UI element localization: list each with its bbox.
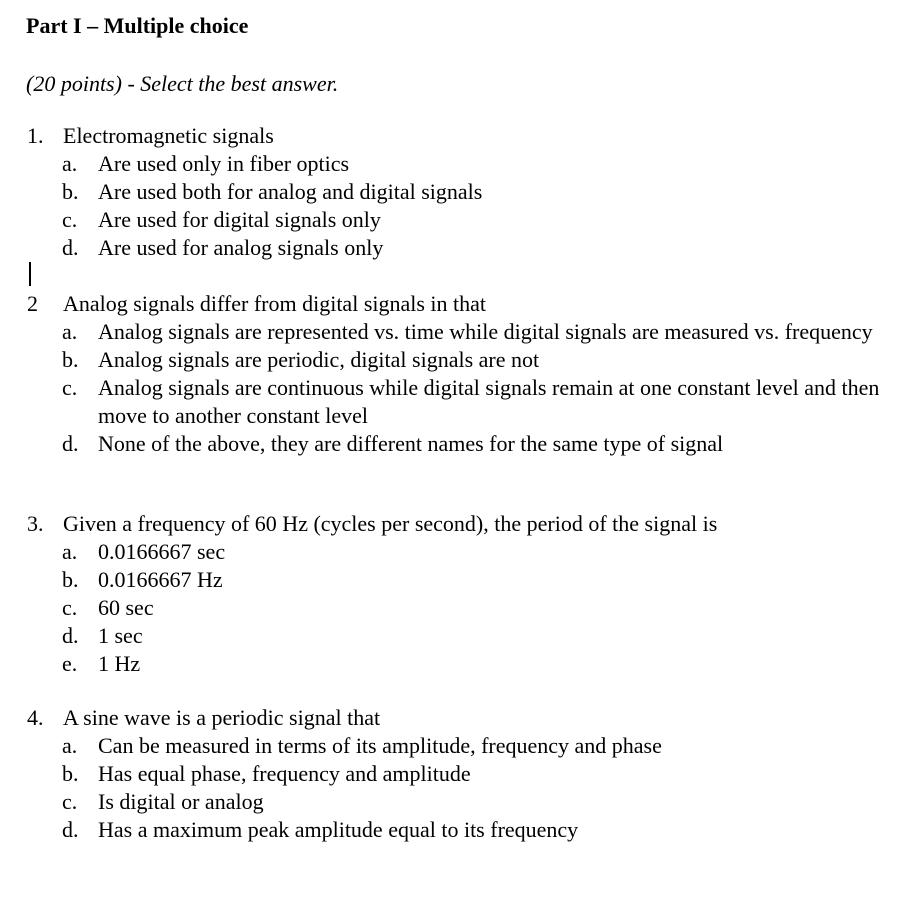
option-text: 1 sec	[98, 623, 143, 648]
option-text: Are used for analog signals only	[98, 235, 384, 260]
option-text: Has a maximum peak amplitude equal to its frequency	[98, 817, 579, 842]
question-stem	[0, 290, 912, 318]
question-stem	[0, 122, 912, 150]
option-text: Are used for digital signals only	[98, 207, 381, 232]
answer-option-c	[0, 594, 912, 622]
option-text: Has equal phase, frequency and amplitude	[98, 761, 471, 786]
option-letter: b.	[62, 761, 79, 786]
option-text: None of the above, they are different names for the same type of signal	[98, 431, 724, 456]
question-number: 2	[27, 291, 38, 316]
answer-option-a	[0, 150, 912, 178]
answer-option-d	[0, 622, 912, 650]
option-letter: a.	[62, 319, 78, 344]
option-letter: d.	[62, 817, 79, 842]
option-letter: d.	[62, 431, 79, 456]
answer-option-b	[0, 760, 912, 788]
answer-option-b	[0, 346, 912, 374]
option-text: 0.0166667 sec	[98, 539, 226, 564]
question-1	[0, 122, 912, 262]
option-text: 0.0166667 Hz	[98, 567, 223, 592]
question-number: 1.	[27, 123, 44, 148]
text-cursor	[29, 262, 31, 286]
option-letter: a.	[62, 733, 78, 758]
option-letter: b.	[62, 567, 79, 592]
option-letter: d.	[62, 623, 79, 648]
answer-option-e	[0, 650, 912, 678]
option-text: Is digital or analog	[98, 789, 264, 814]
section-instructions: (20 points) - Select the best answer.	[26, 71, 339, 96]
question-stem	[0, 704, 912, 732]
option-letter: d.	[62, 235, 79, 260]
option-text: Are used both for analog and digital signals	[98, 179, 483, 204]
answer-option-d	[0, 430, 912, 458]
option-letter: a.	[62, 151, 78, 176]
answer-option-a	[0, 538, 912, 566]
question-4	[0, 704, 912, 844]
question-number: 4.	[27, 705, 44, 730]
question-text: Analog signals differ from digital signals in that	[63, 291, 487, 316]
option-text: Are used only in fiber optics	[98, 151, 350, 176]
question-3	[0, 510, 912, 678]
question-stem	[0, 510, 912, 538]
question-2	[0, 290, 912, 458]
answer-option-a	[0, 732, 912, 760]
answer-option-d	[0, 816, 912, 844]
option-text: Can be measured in terms of its amplitude, frequency and phase	[98, 733, 662, 758]
option-letter: b.	[62, 347, 79, 372]
option-text: 1 Hz	[98, 651, 141, 676]
option-letter: b.	[62, 179, 79, 204]
option-text: Analog signals are represented vs. time while digital signals are measured vs. frequency	[98, 319, 873, 344]
question-text: A sine wave is a periodic signal that	[63, 705, 381, 730]
question-text: Electromagnetic signals	[63, 123, 274, 148]
answer-option-c	[0, 206, 912, 234]
answer-option-b	[0, 178, 912, 206]
answer-option-b	[0, 566, 912, 594]
option-letter: c.	[62, 207, 78, 232]
option-text: Analog signals are continuous while digital signals remain at one constant level and then move to another constant level	[98, 375, 880, 428]
option-letter: a.	[62, 539, 78, 564]
option-letter: c.	[62, 375, 78, 400]
section-heading: Part I – Multiple choice	[26, 13, 249, 38]
option-text: 60 sec	[98, 595, 154, 620]
answer-option-d	[0, 234, 912, 262]
answer-option-c	[0, 374, 912, 430]
option-letter: c.	[62, 789, 78, 814]
question-number: 3.	[27, 511, 44, 536]
answer-option-a	[0, 318, 912, 346]
option-letter: e.	[62, 651, 78, 676]
option-letter: c.	[62, 595, 78, 620]
option-text: Analog signals are periodic, digital signals are not	[98, 347, 540, 372]
answer-option-c	[0, 788, 912, 816]
question-text: Given a frequency of 60 Hz (cycles per second), the period of the signal is	[63, 511, 718, 536]
